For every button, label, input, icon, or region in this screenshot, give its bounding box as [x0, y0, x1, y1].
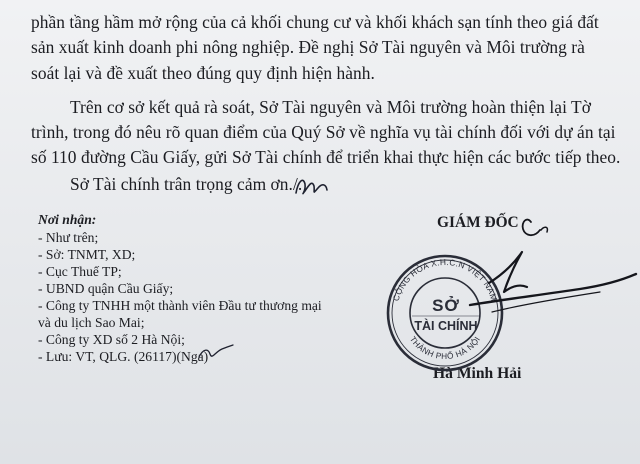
handwritten-tick [199, 345, 233, 357]
director-title: GIÁM ĐỐC [437, 214, 519, 231]
svg-text:SỞ: SỞ [432, 296, 460, 315]
recipient-item: - Lưu: VT, QLG. (26117)(Nga) [38, 349, 209, 364]
body-line: sản xuất kinh doanh phi nông nghiệp. Đề nghị Sở Tài nguyên và Môi trường rà [31, 37, 585, 57]
body-line: soát lại và đề xuất theo đúng quy định hiện hành. [31, 63, 375, 83]
recipient-item: - Công ty XD số 2 Hà Nội; [38, 332, 185, 347]
seal-ring-text: CỘNG HÒA X.H.C.N VIỆT NAM [390, 256, 500, 303]
recipient-item: - Sở: TNMT, XD; [38, 247, 136, 262]
svg-text:TÀI CHÍNH: TÀI CHÍNH [414, 319, 478, 333]
recipient-item: và du lịch Sao Mai; [38, 315, 145, 330]
recipient-item: - Cục Thuế TP; [38, 264, 122, 279]
initials-mark [296, 180, 327, 193]
recipient-item: - Như trên; [38, 230, 99, 245]
body-line: phần tầng hầm mở rộng của cả khối chung cư và khối khách sạn tính theo giá đất [31, 12, 599, 32]
body-line: số 110 đường Cầu Giấy, gửi Sở Tài chính để triển khai thực hiện các bước tiếp theo. [31, 147, 621, 167]
recipient-item: - Công ty TNHH một thành viên Đầu tư thương mại [38, 298, 322, 313]
seal-bottom-text: THÀNH PHỐ HÀ NỘI [407, 334, 483, 362]
body-line: trình, trong đó nêu rõ quan điểm của Quý Sở về nghĩa vụ tài chính đối với dự án tại [31, 122, 616, 142]
body-line: Trên cơ sở kết quả rà soát, Sở Tài nguyên và Môi trường hoàn thiện lại Tờ [70, 97, 591, 117]
recipient-item: - UBND quận Cầu Giấy; [38, 281, 174, 296]
closing-line: Sở Tài chính trân trọng cảm ơn./. [70, 174, 303, 194]
signer-name: Hà Minh Hải [433, 365, 522, 382]
recipients-title: Nơi nhận: [38, 212, 97, 227]
